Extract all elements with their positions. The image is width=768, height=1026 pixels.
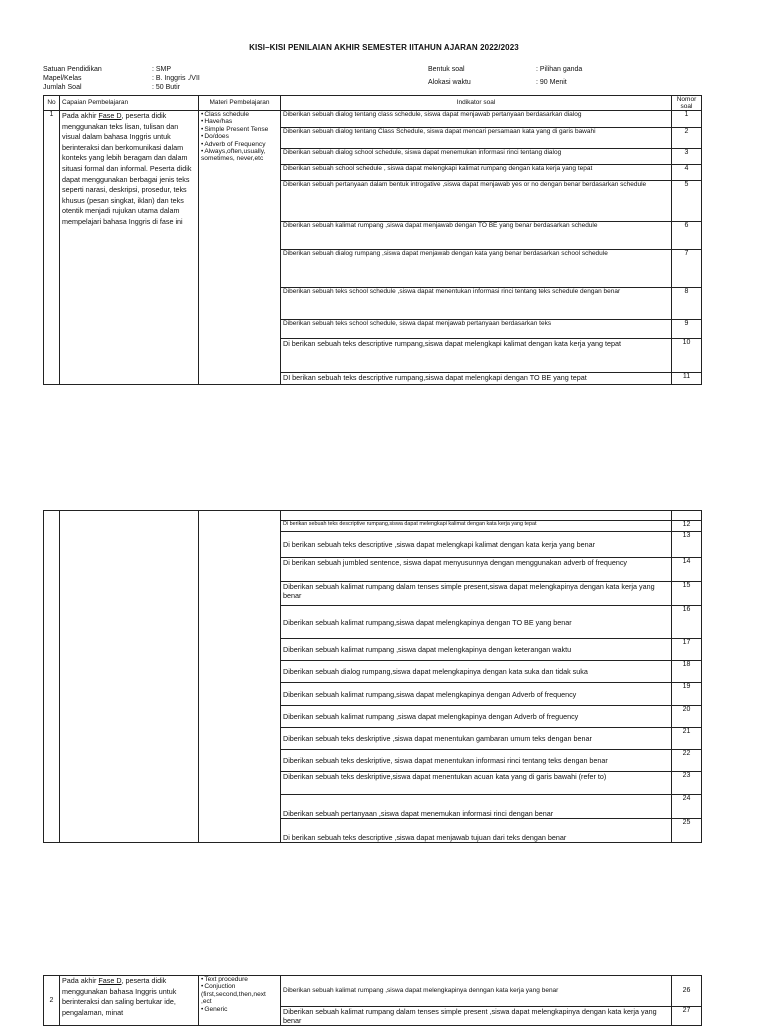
indicator-cell: DI berikan sebuah teks descriptive rumpang,siswa dapat melengkapi dengan TO BE yang tepat	[281, 373, 672, 385]
meta-value: : Pilihan ganda	[536, 66, 583, 73]
indicator-cell: Diberikan sebuah kalimat rumpang ,siswa dapat melengkapinya dengan keterangan waktu	[281, 639, 672, 661]
question-number: 8	[672, 288, 702, 320]
meta-value: : 90 Menit	[536, 79, 567, 86]
meta-values-right	[536, 65, 582, 87]
table-row	[44, 976, 702, 1007]
document-title: KISI–KISI PENILAIAN AKHIR SEMESTER IITAHUN AJARAN 2022/2023	[249, 43, 519, 52]
meta-label: Jumlah Soal	[43, 84, 82, 91]
meta-label: Mapel/Kelas	[43, 75, 82, 82]
question-number: 15	[672, 582, 702, 606]
question-number: 11	[672, 373, 702, 385]
question-number: 26	[672, 976, 702, 1007]
materi-item: • Conjuction (first,second,then,next ,ect	[201, 983, 278, 1005]
indicator-cell: Diberikan sebuah teks deskriptive ,siswa dapat menentukan gambaran umum teks dengan benar	[281, 728, 672, 750]
indicator-cell: Diberikan sebuah dialog rumpang,siswa dapat melengkapinya dengan kata suka dan tidak suka	[281, 661, 672, 683]
indicator-cell: Diberikan sebuah kalimat rumpang dalam tenses simple present,siswa dapat melengkapinya dengan kata kerja yang benar	[281, 582, 672, 606]
materi-item: • Simple Present Tense	[201, 126, 278, 133]
question-number: 12	[672, 521, 702, 532]
question-number: 17	[672, 639, 702, 661]
empty-materi-cell	[199, 511, 281, 843]
materi-item: • Text procedure	[201, 976, 278, 983]
question-number: 1	[672, 111, 702, 128]
indicator-cell: Diberikan sebuah teks deskriptive,siswa dapat menentukan acuan kata yang di garis bawahi (refer to)	[281, 772, 672, 795]
question-number: 3	[672, 149, 702, 165]
capaian-phase: Fase D	[98, 976, 122, 985]
header-indikator: Indikator soal	[281, 96, 672, 111]
indicator-cell: Di berikan sebuah teks descriptive ,siswa dapat menjawab tujuan dari teks dengan benar	[281, 819, 672, 843]
materi-item: • Generic	[201, 1006, 278, 1013]
indicator-cell: Di berikan sebuah teks descriptive rumpang,siswa dapat melengkapi kalimat dengan kata kerja yang tepat	[281, 339, 672, 373]
capaian-cell	[60, 111, 199, 385]
indicator-cell: Diberikan sebuah teks school schedule, siswa dapat menjawab pertanyaan berdasarkan teks	[281, 320, 672, 339]
meta-label: Alokasi waktu	[428, 79, 471, 86]
indicator-cell: Diberikan sebuah pertanyaan dalam bentuk introgative ,siswa dapat menjawab yes or no dengan benar berdasarkan schedule	[281, 181, 672, 222]
meta-value: : B. Inggris ./VII	[152, 75, 200, 82]
indicator-cell: Diberikan sebuah kalimat rumpang,siswa dapat melengkapinya dengan TO BE yang benar	[281, 606, 672, 639]
indicator-cell: Di berikan sebuah jumbled sentence, siswa dapat menyusunnya dengan menggunakan adverb of frequency	[281, 558, 672, 582]
blank-number-cell	[672, 511, 702, 521]
question-number: 14	[672, 558, 702, 582]
question-number: 16	[672, 606, 702, 639]
row-number: 1	[44, 111, 60, 385]
kisi-table-section-1	[43, 95, 702, 385]
row-number: 2	[44, 976, 60, 1026]
meta-value: : 50 Butir	[152, 84, 181, 91]
indicator-cell: Diberikan sebuah dialog school schedule, siswa dapat menemukan informasi rinci tentang dialog	[281, 149, 672, 165]
header-nomor: Nomor soal	[672, 96, 702, 111]
meta-values-left	[152, 65, 200, 92]
materi-cell	[199, 976, 281, 1026]
question-number: 22	[672, 750, 702, 772]
meta-labels-right	[428, 65, 471, 87]
meta-label: Satuan Pendidikan	[43, 66, 102, 73]
indicator-cell: Diberikan sebuah kalimat rumpang,siswa dapat melengkapinya dengan Adverb of frequency	[281, 683, 672, 706]
indicator-cell: Diberikan sebuah kalimat rumpang ,siswa dapat menjawab dengan TO BE yang benar berdasarkan schedule	[281, 222, 672, 250]
kisi-table-section-2	[43, 510, 702, 843]
indicator-cell: Diberikan sebuah teks deskriptive, siswa dapat menentukan informasi rinci tentang teks dengan benar	[281, 750, 672, 772]
header-no: No	[44, 96, 60, 111]
indicator-cell: Diberikan sebuah school schedule , siswa dapat melengkapi kalimat rumpang dengan kata kerja yang tepat	[281, 165, 672, 181]
indicator-cell: Di berikan sebuah teks descriptive ,siswa dapat melengkapi kalimat dengan kata kerja yang benar	[281, 532, 672, 558]
meta-label: Bentuk soal	[428, 66, 465, 73]
indicator-cell: Di berikan sebuah teks descriptive rumpang,siswa dapat melengkapi kalimat dengan kata kerja yang tepat	[281, 521, 672, 532]
question-number: 10	[672, 339, 702, 373]
question-number: 7	[672, 250, 702, 288]
question-number: 18	[672, 661, 702, 683]
question-number: 4	[672, 165, 702, 181]
meta-labels-left	[43, 65, 102, 92]
capaian-prefix: Pada akhir	[62, 111, 99, 120]
empty-no-cell	[44, 511, 60, 843]
materi-item: • Do/does	[201, 133, 278, 140]
indicator-cell: Diberikan sebuah kalimat rumpang ,siswa dapat melengkapinya dengan Adverb of freguency	[281, 706, 672, 728]
indicator-cell: Diberikan sebuah kalimat rumpang dalam tenses simple present ,siswa dapat melengkapinya dengan kata kerja yang benar	[281, 1007, 672, 1026]
table-row	[44, 511, 702, 521]
materi-item: • Class schedule	[201, 111, 278, 118]
materi-item: • Adverb of Frequency	[201, 141, 278, 148]
capaian-phase: Fase D	[98, 111, 122, 120]
question-number: 19	[672, 683, 702, 706]
capaian-text: , peserta didik menggunakan bahasa Inggris untuk berinteraksi dan saling bertukar ide, pengalaman, minat	[62, 976, 177, 1017]
question-number: 6	[672, 222, 702, 250]
question-number: 5	[672, 181, 702, 222]
header-capaian: Capaian Pembelajaran	[60, 96, 199, 111]
indicator-cell: Diberikan sebuah dialog tentang Class Schedule, siswa dapat mencari persamaan kata yang di garis bawahi	[281, 128, 672, 149]
indicator-cell: Diberikan sebuah pertanyaan ,siswa dapat menemukan informasi rinci dengan benar	[281, 795, 672, 819]
materi-item: • Have/has	[201, 118, 278, 125]
question-number: 25	[672, 819, 702, 843]
capaian-cell	[60, 976, 199, 1026]
materi-list	[201, 111, 278, 163]
header-materi: Materi Pembelajaran	[199, 96, 281, 111]
question-number: 24	[672, 795, 702, 819]
indicator-cell: Diberikan sebuah kalimat rumpang ,siswa dapat melengkapinya denngan kata kerja yang benar	[281, 976, 672, 1007]
capaian-prefix: Pada akhir	[62, 976, 99, 985]
question-number: 23	[672, 772, 702, 795]
capaian-text: , peserta didik menggunakan teks lisan, tulisan dan visual dalam bahasa Inggris untuk berinteraksi dan berkomunikasi dalam konteks yang lebih beragam dan dalam situasi formal dan informal. Peserta didik dapat menggunakan berbagai jenis teks seperti narasi, deskripsi, prosedur, teks khusus (pesan singkat, iklan) dan teks otentik menjadi rujukan utama dalam mempelajari bahasa Inggris di fase ini	[62, 111, 192, 226]
kisi-table-section-3	[43, 975, 702, 1026]
question-number: 2	[672, 128, 702, 149]
materi-list	[201, 976, 278, 1013]
question-number: 13	[672, 532, 702, 558]
question-number: 21	[672, 728, 702, 750]
table-header-row	[44, 96, 702, 111]
indicator-cell: Diberikan sebuah dialog tentang class schedule, siswa dapat menjawab pertanyaan berdasarkan dialog	[281, 111, 672, 128]
materi-cell	[199, 111, 281, 385]
blank-indicator-cell	[281, 511, 672, 521]
meta-value: : SMP	[152, 66, 172, 73]
materi-item: • Always,often,usually, sometimes, never,etc	[201, 148, 278, 163]
indicator-cell: Diberikan sebuah dialog rumpang ,siswa dapat menjawab dengan kata yang benar berdasarkan school schedule	[281, 250, 672, 288]
indicator-cell: Diberikan sebuah teks school schedule ,siswa dapat menentukan informasi rinci tentang teks schedule dengan benar	[281, 288, 672, 320]
empty-capaian-cell	[60, 511, 199, 843]
question-number: 9	[672, 320, 702, 339]
table-row	[44, 111, 702, 128]
question-number: 27	[672, 1007, 702, 1026]
question-number: 20	[672, 706, 702, 728]
